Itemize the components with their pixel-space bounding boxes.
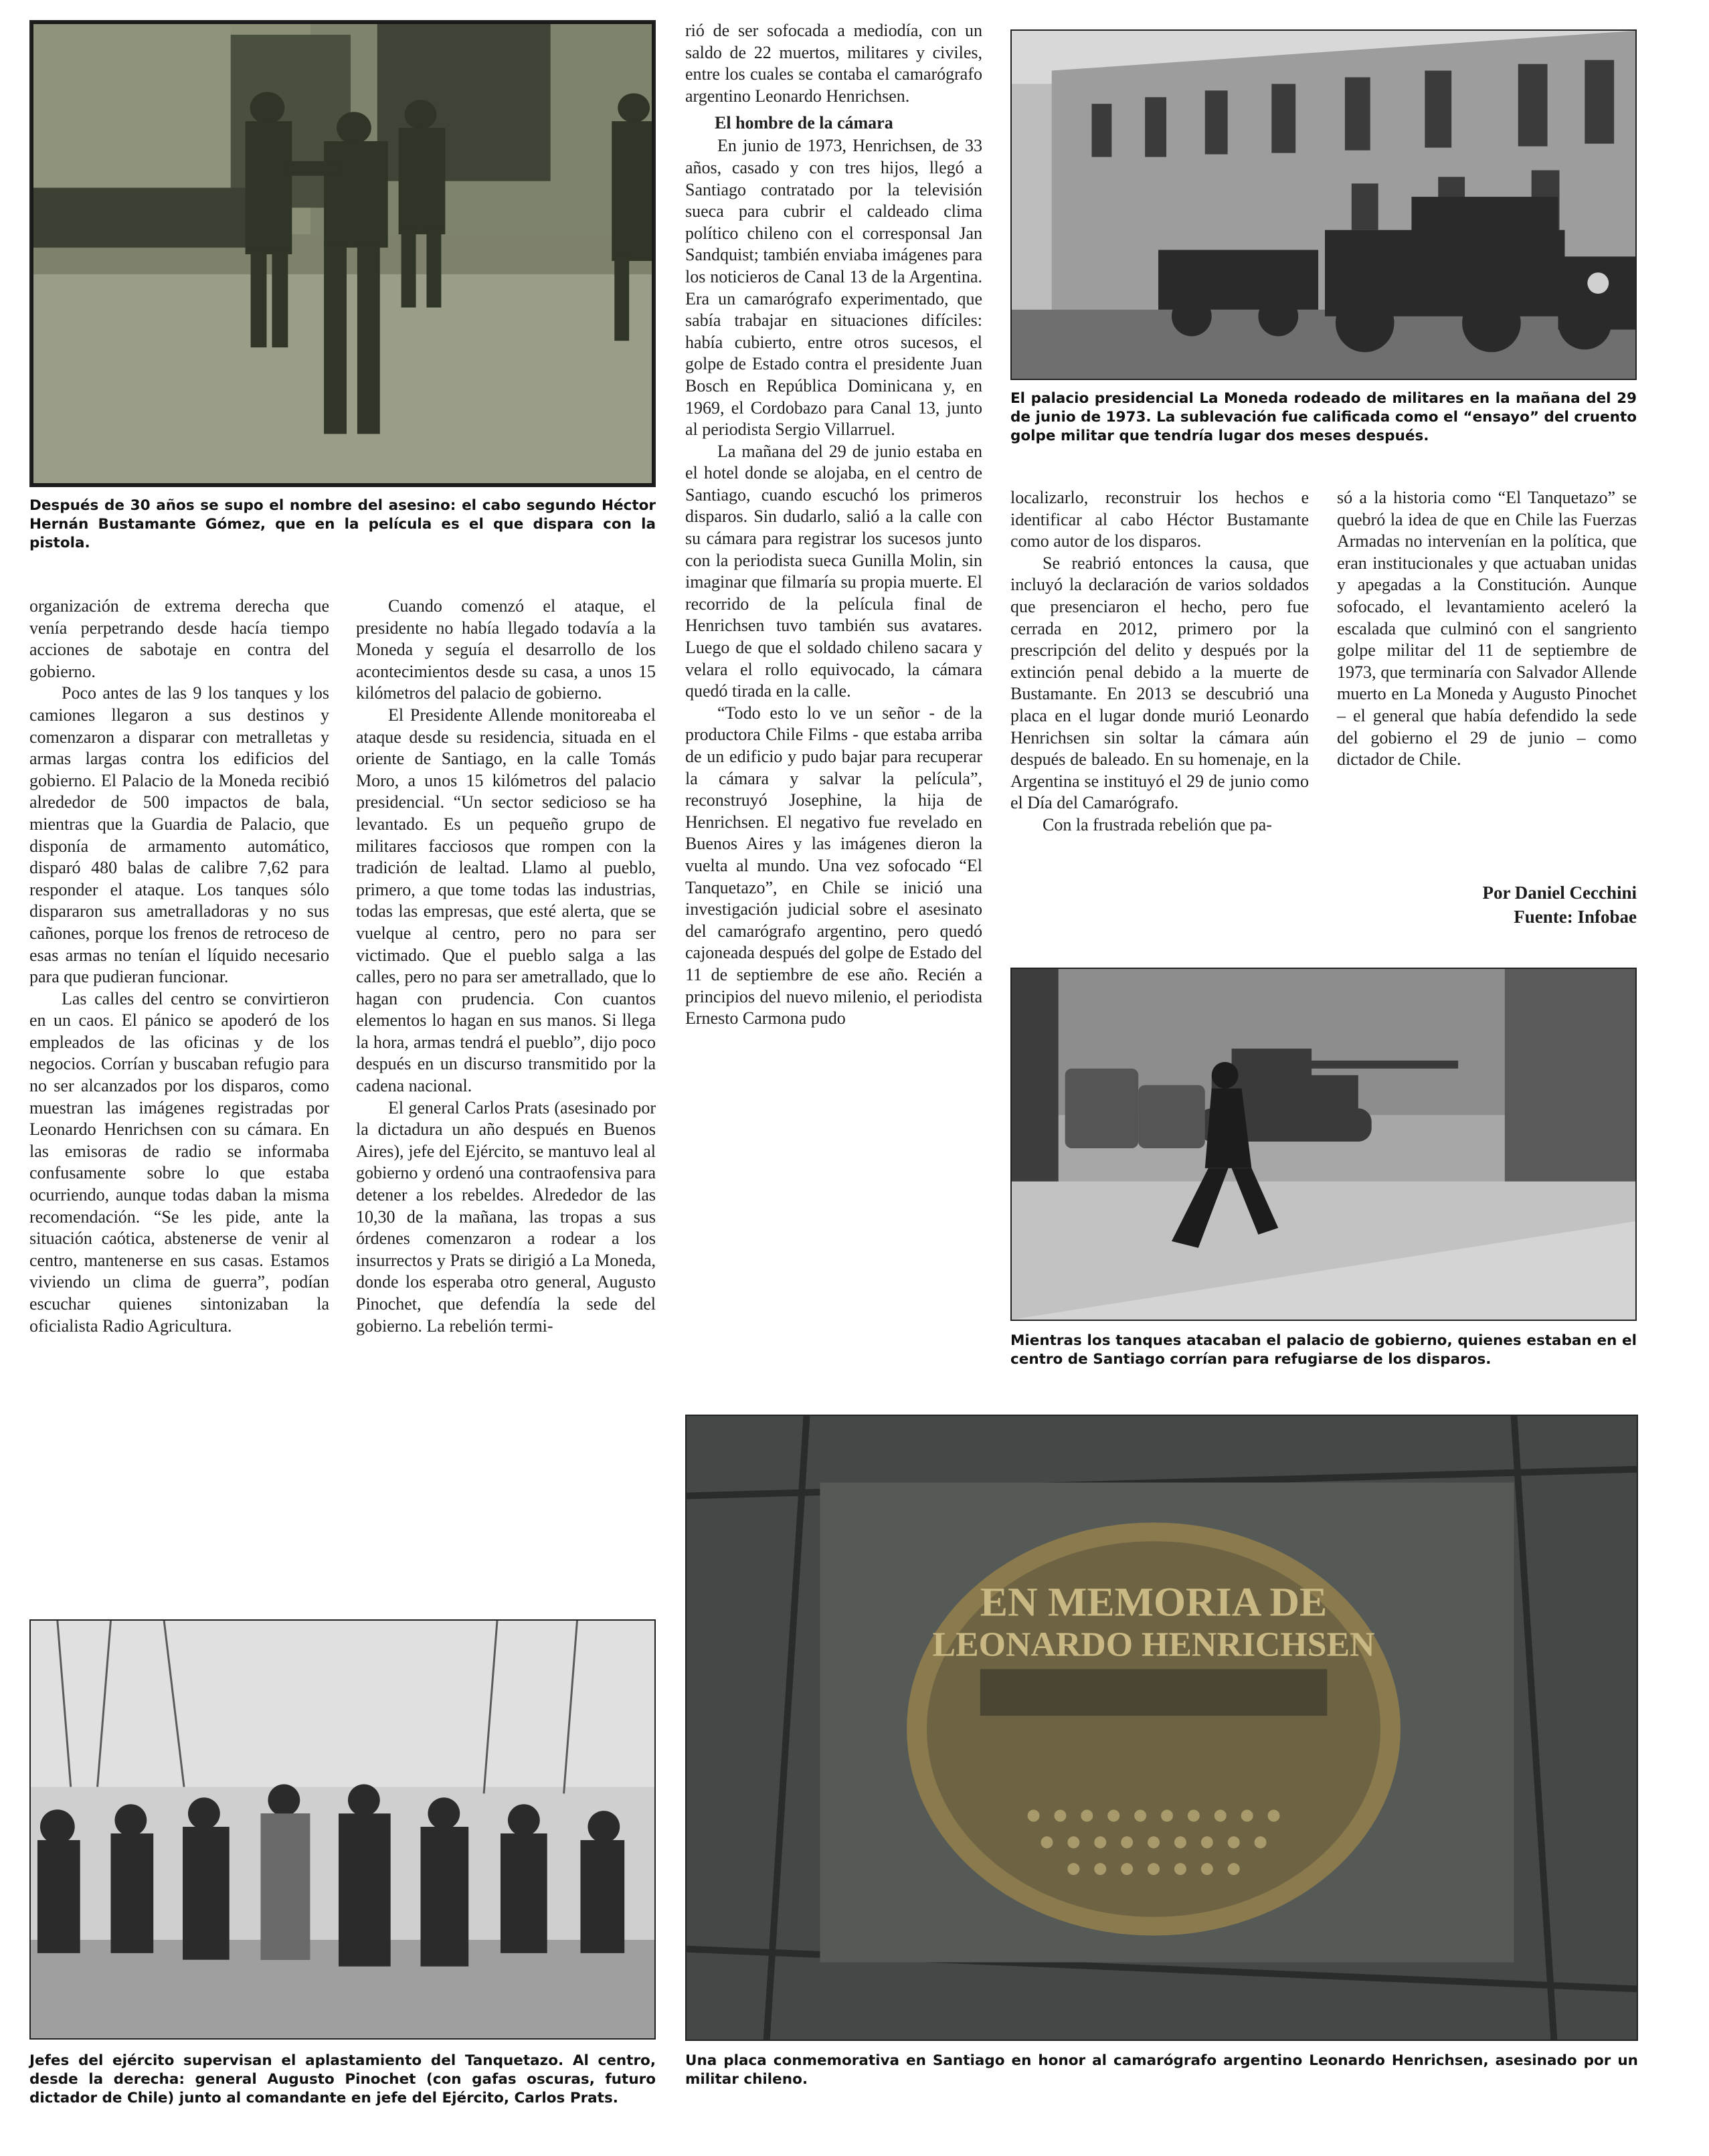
article-paragraph: El Presidente Allende monitoreaba el ataque desde su residencia, situada en el oriente de Santiago, en la calle Tomás Moro, a unos 15 kilómetros del palacio presidencial. “Un sector sedicioso se ha levantado. Es un pequeño grupo de militares facciosos que rompen con la tradición de lealtad. Llamo al pueblo, primero, a que tome todas las industrias, todas las empresas, que esté alerta, que se vuelque al centro, pero no para ser victimado. Que el pueblo salga a las calles, pero no para ser ametrallado, que lo hagan con prudencia. Con cuantos elementos lo hagan en sus manos. Si llega la hora, armas tendrá el pueblo”, dijo poco después en un discurso transmitido por la cadena nacional. [356, 705, 656, 1096]
article-paragraph: Las calles del centro se convirtieron en un caos. El pánico se apoderó de los empleados de las oficinas y de los negocios. Corrían y buscaban refugio para no ser alcanzados por los disparos, como muestran las imágenes registradas por Leonardo Henrichsen con su cámara. En las emisoras de radio se informaba confusamente sobre lo que estaba ocurriendo, aunque todas daban la misma recomendación. “Se les pide, ante la situación caótica, abstenerse de venir al centro, mantenerse en sus casas. Estamos viviendo un clima de guerra”, podían escuchar quienes sintonizaban la oficialista Radio Agricultura. [29, 988, 329, 1336]
soldiers-photo-caption: Después de 30 años se supo el nombre del asesino: el cabo segundo Héctor Hernán Bustamante Gómez, que en la película es el que dispara con la pistola. [29, 497, 656, 551]
article-paragraph: Se reabrió entonces la causa, que incluyó la declaración de varios soldados que presenciaron el hecho, pero fue cerrada en 2012, primero por la prescripción del delito y después por la extinción penal debido a la muerte de Bustamante. En 2013 se descubrió una placa en el lugar donde murió Leonardo Henrichsen sin soltar la cámara aún después de baleado. En su homenaje, en la Argentina se instituyó el 29 de junio como el Día del Camarógrafo. [1010, 553, 1309, 813]
plaque-photo-caption: Una placa conmemorativa en Santiago en honor al camarógrafo argentino Leonardo Henrichsen, asesinado por un militar chileno. [685, 2052, 1638, 2088]
officers-illustration [31, 1621, 654, 2038]
moneda-photo [1010, 29, 1637, 380]
source-credit: Fuente: Infobae [1514, 907, 1637, 927]
soldiers-illustration [31, 21, 654, 486]
article-paragraph: rió de ser sofocada a mediodía, con un saldo de 22 muertos, militares y civiles, entre los cuales se contaba el camarógrafo argentino Leonardo Henrichsen. [685, 21, 982, 106]
plaque-line-1: EN MEMORIA DE [980, 1579, 1328, 1625]
article-column-3-top [685, 20, 982, 1030]
officers-photo [29, 1619, 656, 2040]
article-column-2 [356, 596, 656, 1337]
article-column-5 [1337, 487, 1637, 771]
article-paragraph: Poco antes de las 9 los tanques y los camiones llegaron a sus destinos y comenzaron a disparar con metralletas y armas largas contra los edificios del gobierno. El Palacio de la Moneda recibió alrededor de 500 impactos de bala, mientras que la Guardia de Palacio, que disponía de armamento automático, disparó 480 balas de calibre 7,62 para responder el ataque. Los tanques sólo dispararon sus ametralladoras y no sus cañones, porque los frenos de retroceso de esas armas no tenían el líquido necesario para que pudieran funcionar. [29, 683, 329, 987]
byline: Por Daniel Cecchini [1482, 883, 1637, 903]
article-paragraph: Cuando comenzó el ataque, el presidente no había llegado todavía a la Moneda y seguía el desarrollo de los acontecimientos desde su casa, a unos 15 kilómetros del palacio de gobierno. [356, 596, 656, 703]
article-paragraph: “Todo esto lo ve un señor - de la productora Chile Films - que estaba arriba de un edificio y pudo bajar para recuperar la cámara y salvar la película”, reconstruyó Josephine, la hija de Henrichsen. El negativo fue revelado en Buenos Aires y las imágenes dieron la vuelta al mundo. Una vez sofocado “El Tanquetazo”, en Chile se inició una investigación judicial sobre el asesinato del camarógrafo argentino, pero quedó cajoneada después del golpe de Estado del 11 de septiembre de ese año. Recién a principios del nuevo milenio, el periodista Ernesto Carmona pudo [685, 703, 982, 1028]
officers-photo-caption: Jefes del ejército supervisan el aplastamiento del Tanquetazo. Al centro, desde la derecha: general Augusto Pinochet (con gafas oscuras, futuro dictador de Chile) junto al comandante en jefe del Ejército, Carlos Prats. [29, 2052, 656, 2106]
soldiers-photo [29, 20, 656, 487]
article-column-1 [29, 596, 329, 1337]
article-paragraph: El general Carlos Prats (asesinado por la dictadura un año después en Buenos Aires), jefe del Ejército, se mantuvo leal al gobierno y ordenó una contraofensiva para detener a los rebeldes. Alrededor de las 10,30 de la mañana, las tropas a sus órdenes comenzaron a rodear a los insurrectos y Prats se dirigió a La Moneda, donde los esperaba otro general, Augusto Pinochet, que defendía la sede del gobierno. La rebelión termi- [356, 1097, 656, 1336]
article-paragraph: só a la historia como “El Tanquetazo” se quebró la idea de que en Chile las Fuerzas Armadas no intervenían en la política, que eran institucionales y que actuaban unidas y apegadas a la Constitución. Aunque sofocado, el levantamiento aceleró la escalada que culminó con el sangriento golpe militar del 11 de septiembre de 1973, que terminaría con Salvador Allende muerto en La Moneda y Augusto Pinochet – el general que había defendido la sede del gobierno el 29 de junio – como dictador de Chile. [1337, 488, 1637, 770]
article-paragraph: La mañana del 29 de junio estaba en el hotel donde se alojaba, en el centro de Santiago, cuando escuchó los primeros disparos. Sin dudarlo, salió a la calle con su cámara para registrar los sucesos junto con la periodista sueca Gunilla Molin, sin imaginar que filmaría su propia muerte. El recorrido de la película final de Henrichsen tuvo también sus avatares. Luego de que el soldado chileno sacara y velara el rollo equivocado, la cámara quedó tirada en la calle. [685, 441, 982, 701]
plaque-line-2: LEONARDO HENRICHSEN [932, 1625, 1375, 1664]
plaque-illustration [687, 1416, 1637, 2040]
moneda-photo-caption: El palacio presidencial La Moneda rodeado de militares en la mañana del 29 de junio de 1973. La sublevación fue calificada como el “ensayo” del cruento golpe militar que tendría lugar dos meses después. [1010, 390, 1637, 444]
article-paragraph: localizarlo, reconstruir los hechos e identificar al cabo Héctor Bustamante como autor de los disparos. [1010, 488, 1309, 551]
article-paragraph: organización de extrema derecha que venía perpetrando desde hacía tiempo acciones de sabotaje en contra del gobierno. [29, 596, 329, 681]
tank-photo-caption: Mientras los tanques atacaban el palacio de gobierno, quienes estaban en el centro de Santiago corrían para refugiarse de los disparos. [1010, 1332, 1637, 1368]
article-column-4 [1010, 487, 1309, 836]
plaque-photo [685, 1415, 1638, 2041]
tank-illustration [1012, 969, 1635, 1320]
article-paragraph: Con la frustrada rebelión que pa- [1043, 814, 1272, 834]
article-paragraph: En junio de 1973, Henrichsen, de 33 años, casado y con tres hijos, llegó a Santiago contratado por la televisión sueca para cubrir el caldeado clima político chileno con el corresponsal Jan Sandquist; también enviaba imágenes para los noticieros de Canal 13 de la Argentina. Era un camarógrafo experimentado, que sabía trabajar en situaciones difíciles: había cubierto, entre otros sucesos, el golpe de Estado contra el presidente Juan Bosch en República Dominicana y, en 1969, el Cordobazo para Canal 13, junto al periodista Sergio Villarruel. [685, 136, 982, 440]
article-subhead: El hombre de la cámara [715, 113, 893, 133]
moneda-illustration [1012, 31, 1635, 379]
tank-photo [1010, 968, 1637, 1321]
